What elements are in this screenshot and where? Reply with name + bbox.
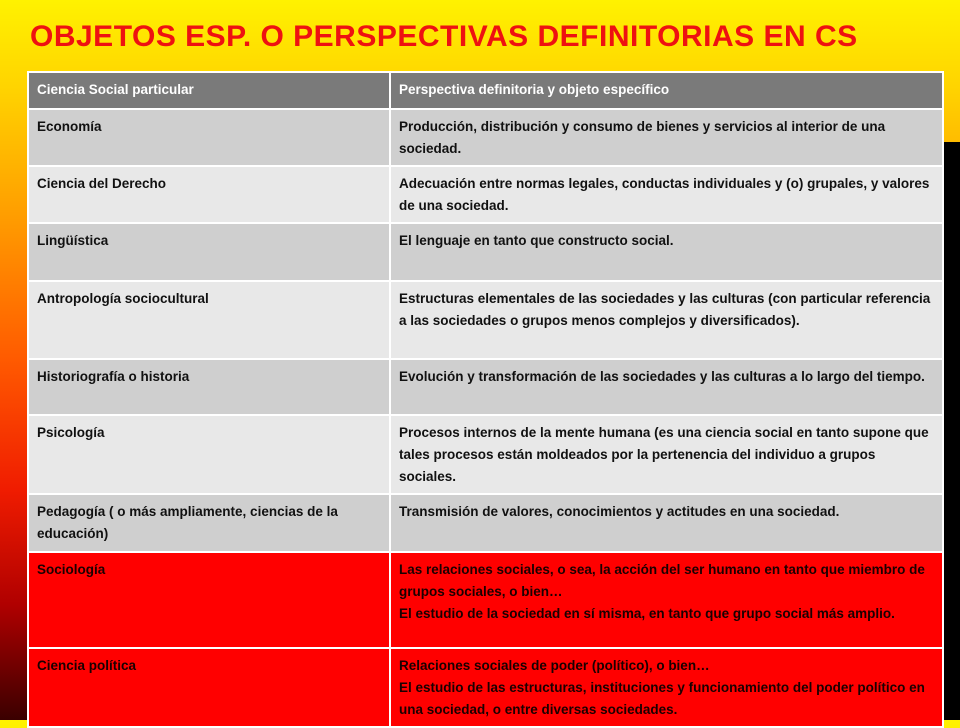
table-row bbox=[28, 494, 943, 552]
cell-perspective: Adecuación entre normas legales, conductas individuales y (o) grupales, y valores de una sociedad. bbox=[390, 166, 943, 223]
cell-science: Sociología bbox=[28, 552, 390, 648]
slide-decoration-bar bbox=[942, 142, 960, 720]
cell-perspective-line-extra: El estudio de las estructuras, instituciones y funcionamiento del poder político en una sociedad, o entre diversas sociedades. bbox=[399, 680, 925, 717]
cell-science: Historiografía o historia bbox=[28, 359, 390, 415]
slide-title: OBJETOS ESP. O PERSPECTIVAS DEFINITORIAS EN CS bbox=[30, 20, 858, 53]
table-row bbox=[28, 281, 943, 359]
cell-perspective bbox=[390, 648, 943, 727]
table-row bbox=[28, 166, 943, 223]
table-row bbox=[28, 359, 943, 415]
sciences-table bbox=[27, 71, 944, 728]
cell-perspective-line: Las relaciones sociales, o sea, la acción del ser humano en tanto que miembro de grupos sociales, o bien… bbox=[399, 562, 925, 599]
cell-perspective: Estructuras elementales de las sociedades y las culturas (con particular referencia a las sociedades o grupos menos complejos y diversificados). bbox=[390, 281, 943, 359]
table-row-highlight bbox=[28, 648, 943, 727]
table-row bbox=[28, 415, 943, 494]
table-header-row bbox=[28, 72, 943, 109]
cell-perspective bbox=[390, 552, 943, 648]
header-science: Ciencia Social particular bbox=[28, 72, 390, 109]
cell-science: Antropología sociocultural bbox=[28, 281, 390, 359]
table-row-highlight bbox=[28, 552, 943, 648]
cell-perspective-line-extra: El estudio de la sociedad en sí misma, en tanto que grupo social más amplio. bbox=[399, 606, 895, 621]
cell-perspective-line: Relaciones sociales de poder (político), o bien… bbox=[399, 658, 710, 673]
header-perspective: Perspectiva definitoria y objeto específico bbox=[390, 72, 943, 109]
cell-perspective: Producción, distribución y consumo de bienes y servicios al interior de una sociedad. bbox=[390, 109, 943, 166]
cell-perspective: Transmisión de valores, conocimientos y actitudes en una sociedad. bbox=[390, 494, 943, 552]
cell-perspective: Procesos internos de la mente humana (es una ciencia social en tanto supone que tales procesos están moldeados por la pertenencia del individuo a grupos sociales. bbox=[390, 415, 943, 494]
table-row bbox=[28, 109, 943, 166]
cell-science: Ciencia del Derecho bbox=[28, 166, 390, 223]
cell-perspective: El lenguaje en tanto que constructo social. bbox=[390, 223, 943, 281]
cell-science: Pedagogía ( o más ampliamente, ciencias de la educación) bbox=[28, 494, 390, 552]
table-row bbox=[28, 223, 943, 281]
cell-science: Economía bbox=[28, 109, 390, 166]
cell-science: Lingüística bbox=[28, 223, 390, 281]
cell-science: Psicología bbox=[28, 415, 390, 494]
cell-perspective: Evolución y transformación de las sociedades y las culturas a lo largo del tiempo. bbox=[390, 359, 943, 415]
cell-science: Ciencia política bbox=[28, 648, 390, 727]
